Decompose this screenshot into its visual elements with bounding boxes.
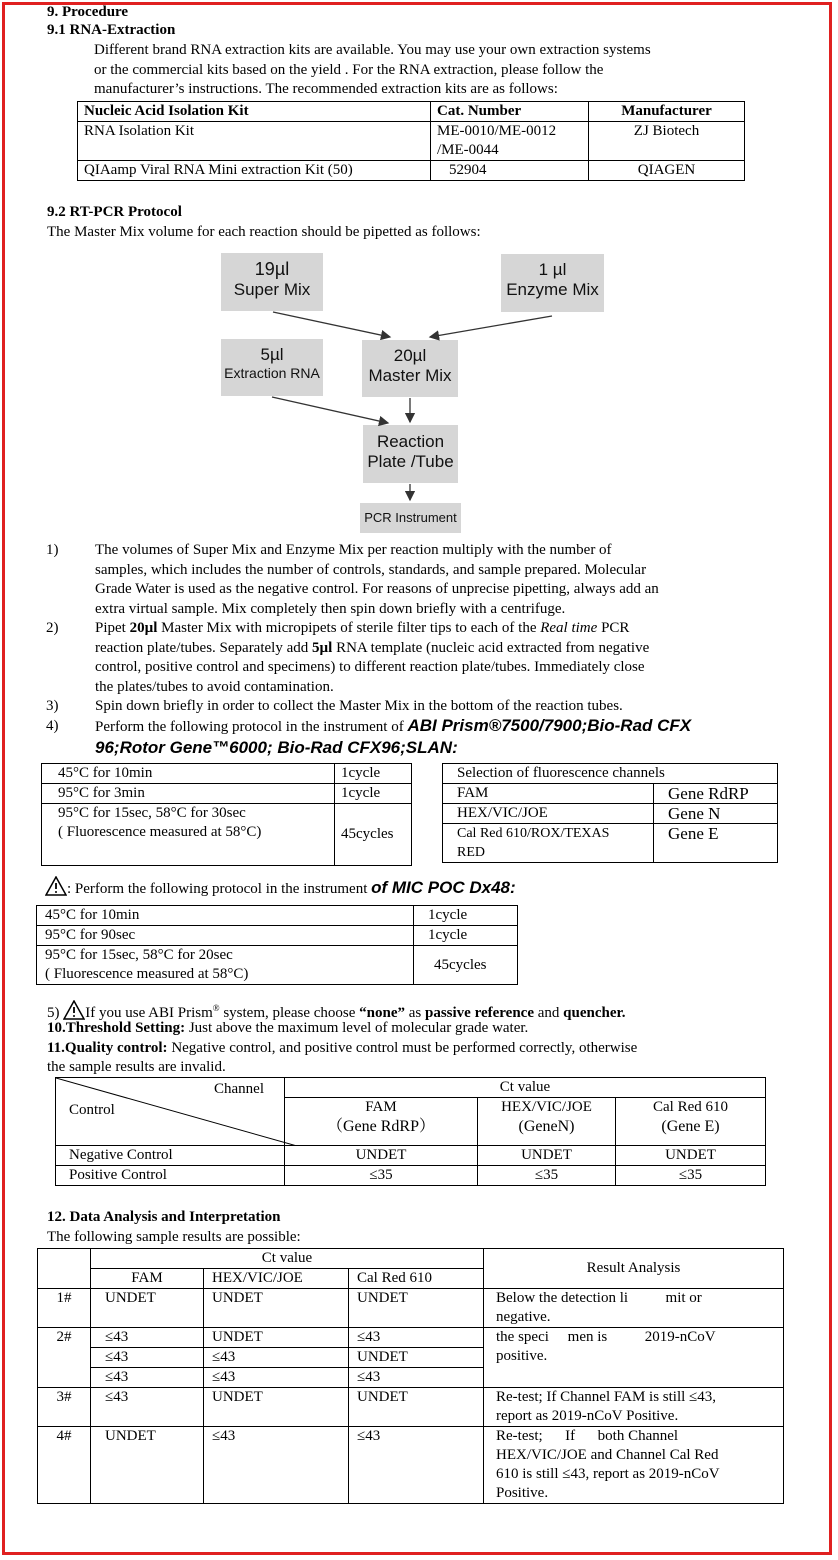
mic-note: : Perform the following protocol in the instrument of MIC POC Dx48: — [45, 876, 516, 900]
analysis-title: 12. Data Analysis and Interpretation — [47, 1209, 281, 1225]
super-mix-box: 19µl Super Mix — [221, 253, 323, 311]
table-row: 95°C for 90sec 1cycle — [37, 926, 518, 946]
analysis-intro: The following sample results are possible: — [47, 1229, 301, 1245]
protocol-table — [41, 763, 412, 866]
table-row: HEX/VIC/JOE Gene N — [443, 804, 778, 824]
table-row: 95°C for 15sec, 58°C for 20sec ( Fluorescence measured at 58°C) 45cycles — [37, 946, 518, 985]
warning-icon — [63, 1000, 85, 1020]
table-row: FAM Gene RdRP — [443, 784, 778, 804]
fluorescence-channels-table: Selection of fluorescence channels FAM Gene RdRP HEX/VIC/JOE Gene N Cal Red 610/ROX/TEXAS RED Gene E — [442, 763, 778, 863]
table-row: ≤43 ≤43 UNDET — [38, 1348, 784, 1368]
rtpcr-intro: The Master Mix volume for each reaction should be pipetted as follows: — [47, 224, 481, 240]
table-row: Cal Red 610/ROX/TEXAS RED Gene E — [443, 824, 778, 863]
table-row: 3# ≤43 UNDET UNDET Re-test; If Channel FAM is still ≤43, report as 2019-nCoV Positive. — [38, 1388, 784, 1427]
rna-extraction-text: Different brand RNA extraction kits are available. You may use your own extraction systems or the commercial kits based on the yield . For the RNA extraction, please follow the manufacturer’s instructions. The recommended extraction kits are as follows: — [94, 42, 651, 97]
procedure-title: 9. Procedure — [47, 4, 129, 20]
table-row: ≤43 ≤43 ≤43 — [38, 1368, 784, 1388]
kit-header: Nucleic Acid Isolation Kit — [78, 102, 431, 122]
mfr-header: Manufacturer — [589, 102, 745, 122]
quality-control: 11.Quality control: Negative control, and positive control must be performed correctly, otherwise — [47, 1040, 638, 1056]
mic-protocol-table — [36, 905, 518, 985]
table-row: 1# UNDET UNDET UNDET Below the detection li mit or negative. — [38, 1289, 784, 1328]
cat-header: Cat. Number — [431, 102, 589, 122]
warning-icon — [45, 876, 67, 896]
pcr-instrument-box: PCR Instrument — [360, 503, 461, 533]
diagram-arrows — [0, 0, 838, 560]
table-row: 95°C for 15sec, 58°C for 30sec ( Fluorescence measured at 58°C) 45cycles — [42, 804, 412, 866]
quality-control-table: Channel Control Ct value FAM （Gene RdRP） HEX/VIC/JOE (GeneN) Cal Red 610 (Gene E) Negative Control UNDET UNDET UNDET Positive Control ≤35 ≤35 ≤35 — [55, 1077, 766, 1186]
table-row: RNA Isolation Kit ME-0010/ME-0012 /ME-0044 ZJ Biotech — [78, 122, 745, 161]
table-row: 45°C for 10min 1cycle — [37, 906, 518, 926]
note-5: 5) If you use ABI Prism® system, please choose “none” as passive reference and quencher. — [47, 999, 626, 1024]
master-mix-box: 20µl Master Mix — [362, 340, 458, 397]
channel-control-cell: Channel Control — [56, 1078, 285, 1146]
table-row: 45°C for 10min 1cycle — [42, 764, 412, 784]
table-row: 4# UNDET ≤43 ≤43 Re-test; If both Channel HEX/VIC/JOE and Channel Cal Red 610 is still ≤43, report as 2019-nCoV Positive. — [38, 1427, 784, 1504]
threshold-setting: 10.Threshold Setting: Just above the maximum level of molecular grade water. — [47, 1020, 529, 1036]
reaction-plate-box: Reaction Plate /Tube — [363, 425, 458, 483]
rtpcr-title: 9.2 RT-PCR Protocol — [47, 204, 182, 220]
table-row: Negative Control UNDET UNDET UNDET — [56, 1146, 766, 1166]
step-1: The volumes of Super Mix and Enzyme Mix per reaction multiply with the number of samples, which includes the number of controls, standards, and sample prepared. Molecular Grade Water is used as the negative control. For reasons of unprecise pipetting, always add an extra virtual sample. Mix completely then spin down briefly with a centrifuge. — [95, 542, 659, 617]
enzyme-mix-box: 1 µl Enzyme Mix — [501, 254, 604, 312]
step-3: Spin down briefly in order to collect the Master Mix in the bottom of the reaction tubes. — [95, 698, 623, 714]
table-row: QIAamp Viral RNA Mini extraction Kit (50) 52904 QIAGEN — [78, 161, 745, 181]
extraction-rna-box: 5µl Extraction RNA — [221, 339, 323, 396]
table-row: 2# ≤43 UNDET ≤43 the speci men is 2019-nCoV positive. — [38, 1328, 784, 1348]
table-row: Positive Control ≤35 ≤35 ≤35 — [56, 1166, 766, 1186]
step-2: Pipet 20µl Master Mix with micropipets of sterile filter tips to each of the Real time PCR reaction plate/tubes. Separately add 5µl RNA template (nucleic acid extracted from negative control, positive control and specimens) to different reaction plate/tubes. Immediately close the plates/tubes to avoid contamination. — [95, 620, 650, 695]
analysis-table: Ct value Result Analysis FAM HEX/VIC/JOE Cal Red 610 1# UNDET UNDET UNDET Below the detection li mit or negative. 2# ≤43 UNDET ≤43 the speci men is 2019-nCoV positive. ≤43 ≤43 UNDET ≤43 ≤43 ≤43 3# ≤43 UNDET UNDET Re-test; If Channel FAM is still ≤43, report as 2019-nCoV Positive. 4# UNDET ≤43 ≤43 Re-test; If both Channel HEX/VIC/JOE and Channel Cal Red 610 is still ≤43, report as 2019-nCoV Positive. — [37, 1248, 784, 1504]
step-4: Perform the following protocol in the instrument of ABI Prism®7500/7900;Bio-Rad CFX 96;Rotor Gene™6000; Bio-Rad CFX96;SLAN: — [95, 716, 692, 757]
table-row: 95°C for 3min 1cycle — [42, 784, 412, 804]
rna-extraction-title: 9.1 RNA-Extraction — [47, 22, 176, 38]
